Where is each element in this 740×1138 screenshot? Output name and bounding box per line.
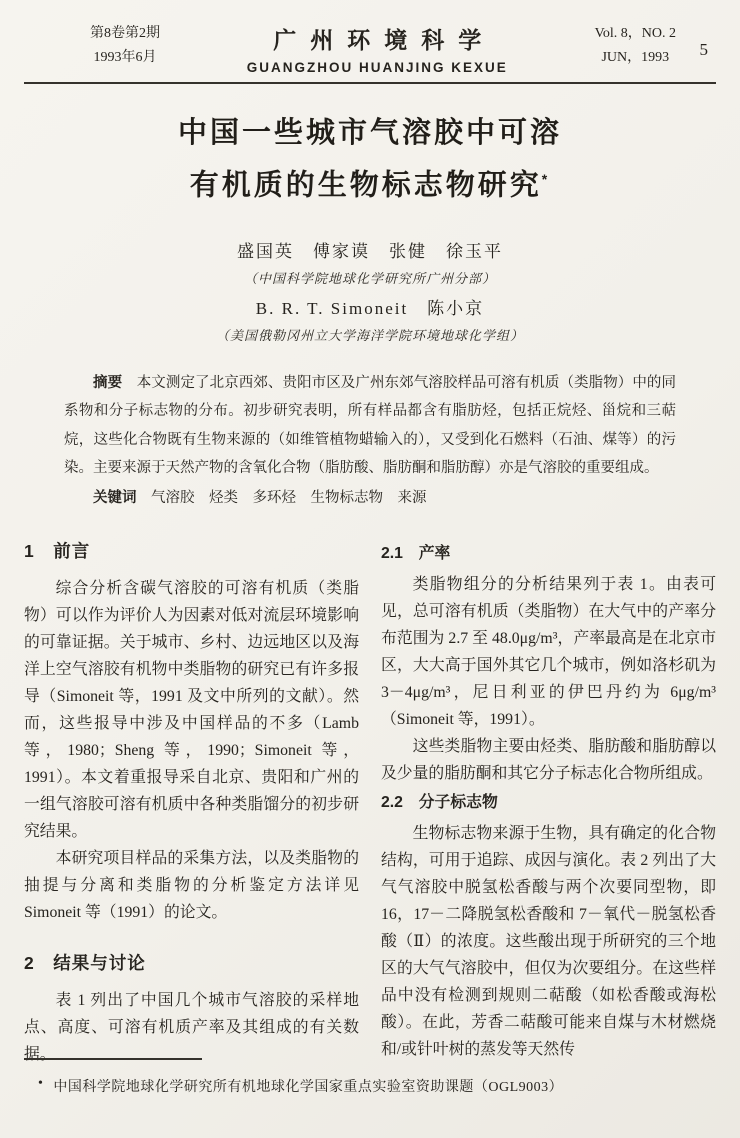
issue-number: 第8卷第2期 [90,26,160,41]
header-divider [24,82,716,84]
authors-cn: 盛国英 傅家谟 张健 徐玉平 [237,241,503,261]
journal-name-cn: 广州环境科学 [273,28,496,53]
footnote-block [24,1058,716,1096]
header-issue-block [90,22,160,70]
keywords-list: 气溶胶 烃类 多环烃 生物标志物 来源 [151,489,427,506]
keywords-line [64,484,676,513]
issue-date-cn: 1993年6月 [93,50,157,65]
title-block [24,110,716,209]
yield-paragraph-1: 类脂物组分的分析结果列于表 1。由表可见，总可溶有机质（类脂物）在大气中的产率分布范围为 2.7 至 48.0μg/m³，产率最高是在北京市区，大大高于国外其它几个城市，例如洛杉矶为 3－4μg/m³，尼日利亚的伊巴丹约为 6μg/m³（Simoneit 等，1991）。 [381,576,716,729]
left-column [24,538,359,1068]
yield-paragraph-2: 这些类脂物主要由烃类、脂肪酸和脂肪醇以及少量的脂肪酮和其它分子标志化合物所组成。 [381,738,716,783]
footnote-divider [24,1058,202,1060]
section-2-1-heading: 2.1 产率 [381,545,451,563]
footnote-bullet: • [38,1076,44,1091]
intro-paragraph-2: 本研究项目样品的采集方法，以及类脂物的抽提与分离和类脂物的分析鉴定方法详见 Simoneit 等（1991）的论文。 [24,850,359,922]
page-number: 5 [699,40,708,59]
title-footnote-mark: * [541,171,551,187]
journal-name-block [160,22,595,75]
section-1-heading: 1 前言 [24,541,91,562]
body-columns [24,538,716,1068]
paper-title-line2-text: 有机质的生物标志物研究 [189,169,542,202]
abstract-text [64,369,676,483]
intro-paragraph-1: 综合分析含碳气溶胶的可溶有机质（类脂物）可以作为评价人为因素对低对流层环境影响的可靠证据。关于城市、乡村、边远地区以及海洋上空气溶胶有机物中类脂物的研究已有许多报导（Simoneit 等，1991 及文中所列的文献）。然而，这些报导中涉及中国样品的不多（Lamb 等，1980；Sheng 等，1990；Simoneit 等，1991）。本文着重报导采自北京、贵阳和广州的一组气溶胶可溶有机质中各种类脂馏分的初步研究结果。 [24,580,359,841]
abstract-paragraph [64,369,676,483]
affiliation-en: （美国俄勒冈州立大学海洋学院环境地球化学组） [215,327,524,343]
biomarker-paragraph-1: 生物标志物来源于生物，具有确定的化合物结构，可用于追踪、成因与演化。表 2 列出了大气气溶胶中脱氢松香酸与两个次要同型物，即 16，17－二降脱氢松香酸和 7－氧代－脱氢松香酸（Ⅱ）的浓度。这些酸出现于所研究的三个地区的大气气溶胶中，但仅为次要组分。在这些样品中没有检测到规则二萜酸（如松香酸或海松酸）。在此，芳香二萜酸可能来自煤与木材燃烧和/或针叶树的蒸发等天然传 [381,825,716,1059]
right-column [381,538,716,1068]
authors-en: B. R. T. Simoneit 陈小京 [255,298,485,318]
volume-number: Vol. 8，NO. 2 [594,26,676,41]
issue-date-en: JUN，1993 [601,50,670,65]
abstract-block [64,369,676,513]
journal-name-pinyin: GUANGZHOU HUANJING KEXUE [246,60,508,75]
paper-title-line1: 中国一些城市气溶胶中可溶 [177,117,562,149]
footnote-line [24,1076,716,1096]
abstract-body: 本文测定了北京西郊、贵阳市区及广州东郊气溶胶样品可溶有机质（类脂物）中的同系物和分子标志物的分布。初步研究表明，所有样品都含有脂肪烃，包括正烷烃、甾烷和三萜烷，这些化合物既有生物来源的（如维管植物蜡输入的），又受到化石燃料（石油、煤等）的污染。主要来源于天然产物的含氧化合物（脂肪酸、脂肪酮和脂肪醇）亦是气溶胶的重要组成。 [64,374,677,477]
journal-header [24,18,716,75]
header-volume-block [595,22,676,70]
footnote-text: 中国科学院地球化学研究所有机地球化学国家重点实验室资助课题（OGL9003） [53,1080,564,1095]
authors-block [24,239,716,347]
section-2-2-heading: 2.2 分子标志物 [381,794,498,812]
paper-title-line2 [24,156,716,209]
results-paragraph-1: 表 1 列出了中国几个城市气溶胶的采样地点、高度、可溶有机质产率及其组成的有关数据。 [24,992,359,1064]
affiliation-cn: （中国科学院地球化学研究所广州分部） [243,270,496,286]
section-2-heading: 2 结果与讨论 [24,953,146,974]
keywords-label: 关键词 [93,489,137,506]
abstract-label: 摘要 [93,374,123,391]
